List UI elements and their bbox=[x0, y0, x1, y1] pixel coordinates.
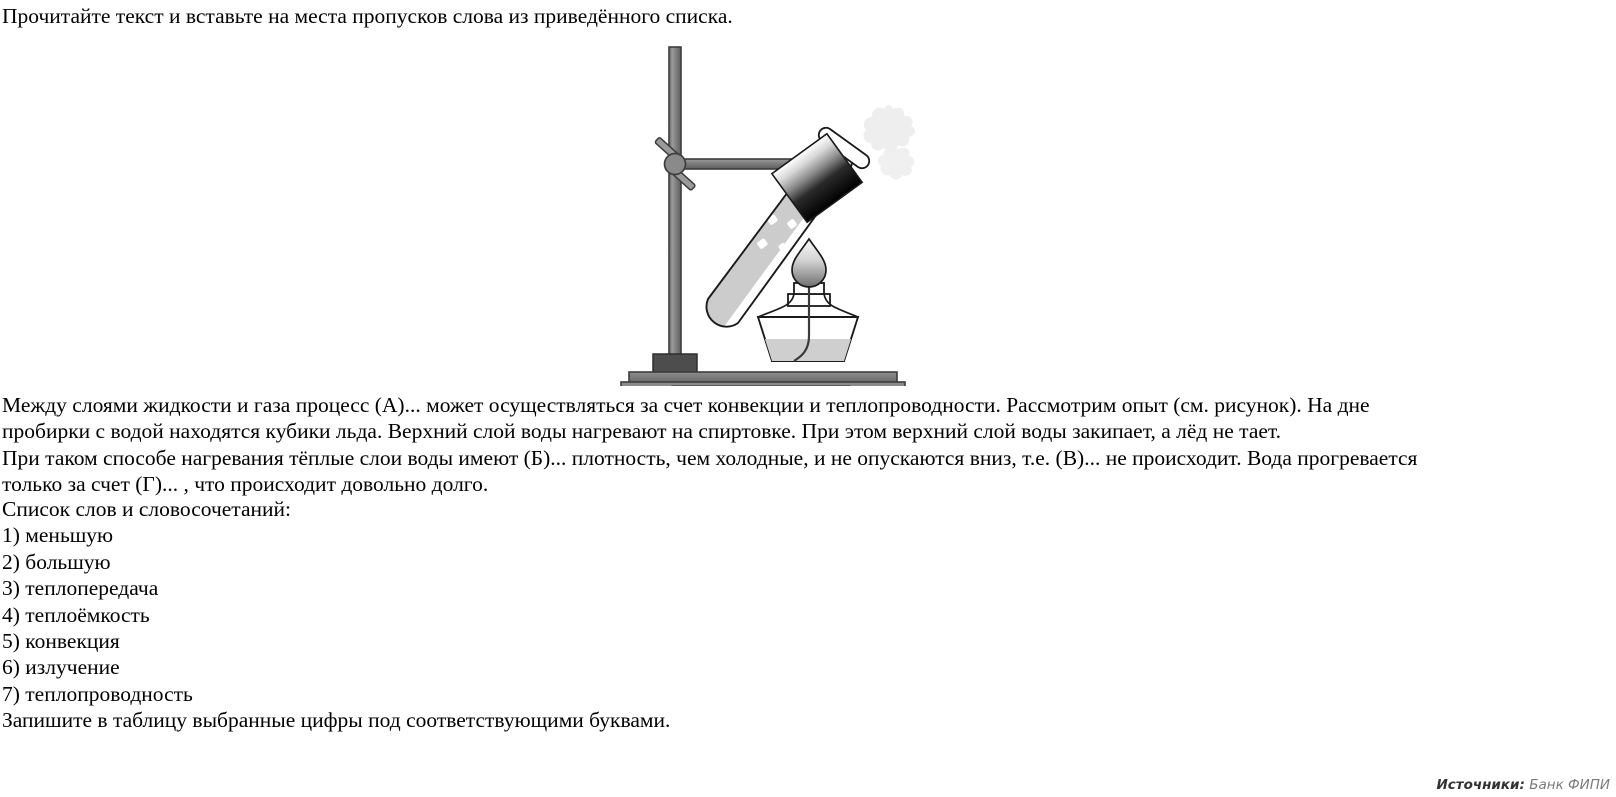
flame bbox=[792, 239, 826, 287]
body-paragraph-2-line-1: При таком способе нагревания тёплые слои воды имеют (Б)... плотность, чем холодные, и не опускаются вниз, т.е. (В)... не происходит. Вода прогревается bbox=[2, 445, 1418, 470]
word-list-item-7: 7) теплопроводность bbox=[2, 681, 193, 706]
source-footer bbox=[1436, 777, 1610, 793]
steam-vapour bbox=[864, 105, 915, 179]
word-list-item-5: 5) конвекция bbox=[2, 629, 120, 654]
body-paragraph-1-line-1: Между слоями жидкости и газа процесс (А)... может осуществляться за счет конвекции и теплопроводности. Рассмотрим опыт (см. рисунок). На дне bbox=[2, 393, 1370, 417]
task-body bbox=[2, 392, 1614, 498]
word-list-item-3: 3) теплопередача bbox=[2, 576, 159, 601]
word-list-item-4: 4) теплоёмкость bbox=[2, 602, 150, 627]
body-paragraph-2-line-2: только за счет (Г)... , что происходит довольно долго. bbox=[2, 472, 489, 497]
base-plate-front bbox=[621, 382, 905, 386]
word-list-title: Список слов и словосочетаний: bbox=[2, 497, 291, 521]
experiment-figure bbox=[612, 36, 932, 386]
word-list-item-6: 6) излучение bbox=[2, 655, 120, 680]
closing-instruction: Запишите в таблицу выбранные цифры под соответствующими буквами. bbox=[2, 708, 671, 732]
body-paragraph-1-line-2: пробирки с водой находятся кубики льда. Верхний слой воды нагревают на спиртовке. При этом верхний слой воды закипает, а лёд не тает. bbox=[2, 419, 1282, 444]
experiment-illustration bbox=[612, 36, 932, 386]
clamp-knob-body bbox=[665, 154, 686, 175]
word-list bbox=[2, 496, 291, 707]
laboratory-stand-base bbox=[621, 354, 905, 386]
source-value: Банк ФИПИ bbox=[1529, 777, 1610, 793]
laboratory-stand-rod bbox=[669, 47, 681, 374]
task-prompt: Прочитайте текст и вставьте на места пропусков слова из приведённого списка. bbox=[2, 4, 733, 28]
rod-foot-block bbox=[653, 354, 697, 374]
source-label: Источники: bbox=[1436, 777, 1525, 793]
word-list-item-2: 2) большую bbox=[2, 549, 111, 574]
word-list-item-1: 1) меньшую bbox=[2, 523, 114, 548]
